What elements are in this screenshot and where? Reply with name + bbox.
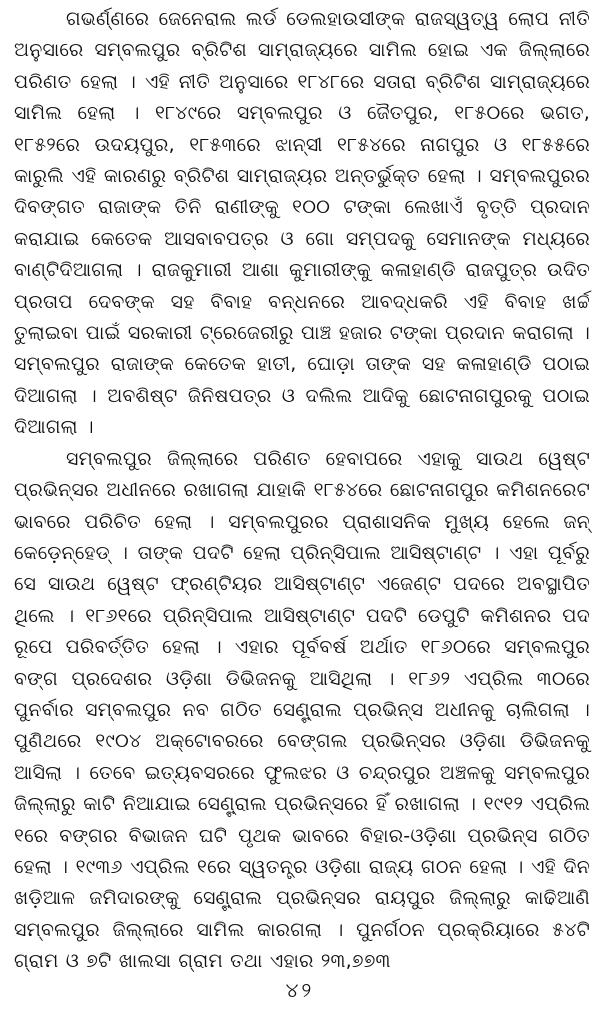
paragraph-2: ସମ୍ବଲପୁର ଜିଲ୍ଲାରେ ପରିଣତ ହେବାପରେ ଏହାକୁ ସାଉଥ ୱେଷ୍ଟ ପ୍ରଭିନ୍ସର ଅଧୀନରେ ରଖାଗଲା ଯାହାକି ୧୮୫୪ରେ ଛୋଟନାଗପୁର କମିଶନରେଟ ଭାବରେ ପରିଚିତ ହେଲା । ସମ୍ବଲପୁରର ପ୍ରାଶାସନିକ ମୁଖ୍ୟ ହେଲେ ଜନ୍ କେଡ଼େନ୍‌ହେଡ୍ । ତାଙ୍କ ପଦଟି ହେଲା ପ୍ରିନ୍ସିପାଲ ଆସିଷ୍ଟାଣ୍ଟ । ଏହା ପୂର୍ବରୁ ସେ ସାଉଥ ୱେଷ୍ଟ ଫ୍ରଣ୍ଟିୟର ଆସିଷ୍ଟାଣ୍ଟ ଏଜେଣ୍ଟ ପଦରେ ଅବସ୍ଥାପିତ ଥିଲେ । ୧୮୬୧ରେ ପ୍ରିନ୍ସିପାଲ ଆସିଷ୍ଟାଣ୍ଟ ପଦଟି ଡେପୁଟି କମିଶନର ପଦ ରୂପେ ପରିବର୍ତ୍ତିତ ହେଲା । ଏହାର ପୂର୍ବବର୍ଷ ଅର୍ଥାତ ୧୮୬୦ରେ ସମ୍ବଲପୁର ବଙ୍ଗ ପ୍ରଦେଶର ଓଡ଼ିଶା ଡିଭିଜନକୁ ଆସିଥିଲା । ୧୮୬୨ ଏପ୍ରିଲ ୩୦ରେ ପୁନର୍ବାର ସମ୍ବଲପୁର ନବ ଗଠିତ ସେଣ୍ଟ୍ରାଲ ପ୍ରଭିନ୍ସ ଅଧୀନକୁ ଚାଲିଗଲା । ପୁଣିଥରେ ୧୯୦୪ ଅକ୍ଟୋବରରେ ବେଙ୍ଗଲ ପ୍ରଭିନ୍ସର ଓଡ଼ିଶା ଡିଭିଜନକୁ ଆସିଲା । ତେବେ ଇତ୍ୟବସରରେ ଫୁଲଝର ଓ ଚନ୍ଦ୍ରପୁର ଅଞ୍ଚଳକୁ ସମ୍ବଲପୁର ଜିଲ୍ଲାରୁ କାଟି ନିଆଯାଇ ସେଣ୍ଟ୍ରାଲ ପ୍ରଭିନ୍ସରେ ହିଁ ରଖାଗଲା । ୧୯୧୨ ଏପ୍ରିଲ ୧ରେ ବଙ୍ଗର ବିଭାଜନ ଘଟି ପୃଥକ ଭାବରେ ବିହାର-ଓଡ଼ିଶା ପ୍ରଭିନ୍ସ ଗଠିତ ହେଲା । ୧୯୩୬ ଏପ୍ରିଲ ୧ରେ ସ୍ୱତନ୍ତ୍ର ଓଡ଼ିଶା ରାଜ୍ୟ ଗଠନ ହେଲା । ଏହି ଦିନ ଖଡ଼ିଆଳ ଜମିଦାରଙ୍କୁ ସେଣ୍ଟ୍ରାଲ ପ୍ରଭିନ୍ସର ରାୟପୁର ଜିଲ୍ଲାରୁ କାଢିଆଣି ସମ୍ବଲପୁର ଜିଲ୍ଲାରେ ସାମିଲ କାରଗଲା । ପୁନର୍ଗଠନ ପ୍ରକ୍ରିୟାରେ ୫୪ଟି ଗ୍ରାମ ଓ ୭ଟି ଖାଲସା ଗ୍ରାମ ତଥା ଏହାର ୨୩,୭୭୩	[14, 447, 590, 973]
body-text	[14, 4, 590, 978]
paragraph-1: ଗଭର୍ଣ୍ଣରେ ଜେନେରାଲ ଲର୍ଡ ଡେଲହାଉସୀଙ୍କ ରାଜସ୍ୱତ୍ୱ ଲୋପ ନୀତି ଅନୁସାରେ ସମ୍ବଲପୁର ବ୍ରିଟିଶ ସାମ୍ରାଜ୍ୟରେ ସାମିଲ ହୋଇ ଏକ ଜିଲ୍ଲାରେ ପରିଣତ ହେଲା । ଏହି ନୀତି ଅନୁସାରେ ୧୮୪୮ରେ ସତାରା ବ୍ରିଟିଶ ସାମ୍ରାଜ୍ୟରେ ସାମିଲ ହେଲା । ୧୮୪୯ରେ ସମ୍ବଲପୁର ଓ ଜୈତପୁର, ୧୮୫୦ରେ ଭଗତ, ୧୮୫୨ରେ ଉଦୟପୁର, ୧୮୫୩ରେ ଝାନ୍ସୀ ୧୮୫୪ରେ ନାଗପୁର ଓ ୧୮୫୫ରେ କାରୁଲି ଏହି କାରଣରୁ ବ୍ରିଟିଶ ସାମ୍ରାଜ୍ୟର ଅନ୍ତର୍ଭୁକ୍ତ ହେଲା । ସମ୍ବଲପୁରର ଦିବଙ୍ଗତ ରାଜାଙ୍କ ତିନି ରାଣୀଙ୍କୁ ୧୦୦ ଟଙ୍କା ଲେଖାଏଁ ବୃତ୍ତି ପ୍ରଦାନ କରାଯାଇ କେତେକ ଆସବାବପତ୍ର ଓ ଗୋ ସମ୍ପଦକୁ ସେମାନଙ୍କ ମଧ୍ୟରେ ବାଣ୍ଟିଦିଆଗଲା । ରାଜକୁମାରୀ ଆଶା କୁମାରୀଙ୍କୁ କଳାହାଣ୍ଡି ରାଜପୁତ୍ର ଉଦିତ ପ୍ରତାପ ଦେବଙ୍କ ସହ ବିବାହ ବନ୍ଧନରେ ଆବଦ୍ଧକରି ଏହି ବିବାହ ଖର୍ଚ୍ଚ ତୁଲାଇବା ପାଇଁ ସରକାରୀ ଟ୍ରେଜେରୀରୁ ପାଞ୍ଚ ହଜାର ଟଙ୍କା ପ୍ରଦାନ କରାଗଲା । ସମ୍ବଲପୁର ରାଜାଙ୍କ କେତେକ ହାତୀ, ଘୋଡ଼ା ତାଙ୍କ ସହ କଳାହାଣ୍ଡି ପଠାଇ ଦିଆଗଲା । ଅବଶିଷ୍ଟ ଜିନିଷପତ୍ର ଓ ଦଲିଲ ଆଦିକୁ ଛୋଟନାଗପୁରକୁ ପଠାଇ ଦିଆଗଲା ।	[14, 8, 590, 439]
page-number: ୪୨	[285, 978, 315, 1002]
